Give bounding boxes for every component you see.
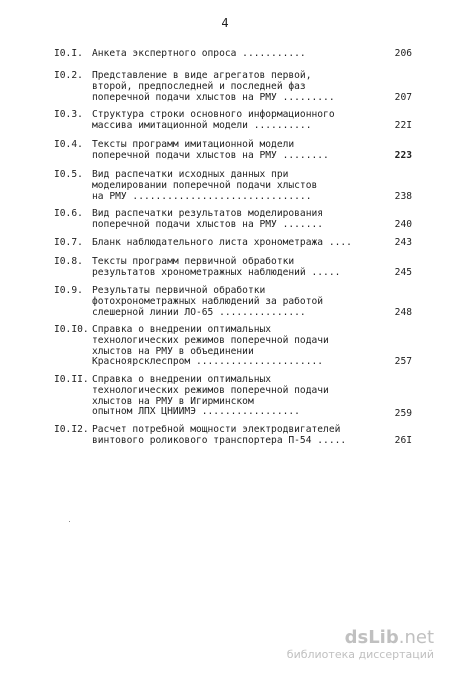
- toc-entry-number: I0.5.: [54, 169, 83, 180]
- toc-entry-number: I0.2.: [54, 70, 83, 81]
- toc-entry-title-line: винтового роликового транспортера П-54 .....: [92, 434, 347, 446]
- toc-entry-page: 238: [394, 190, 412, 202]
- toc-entry-title: [92, 110, 380, 132]
- toc-entry-title: [92, 257, 380, 279]
- toc-entry-title: [92, 209, 380, 231]
- toc-entry-page: 223: [394, 149, 412, 161]
- toc-entry: [54, 425, 412, 447]
- toc-entry-title-line: второй, предпоследней и последней фаз: [92, 80, 306, 92]
- watermark-caption: библиотека диссертаций: [286, 648, 434, 661]
- toc-entry: [54, 140, 412, 162]
- toc-entry-title-line: Тексты программ первичной обработки: [92, 256, 295, 267]
- toc-entry-page: 257: [394, 356, 412, 368]
- toc-entry-number: I0.I2.: [54, 424, 89, 435]
- toc-entry-title: [92, 425, 380, 447]
- toc-entry-title-line: Справка о внедрении оптимальных: [92, 374, 272, 385]
- toc-entry: [54, 238, 412, 249]
- toc-entry-title-line: фотохронометражных наблюдений за работой: [92, 295, 324, 307]
- toc-entry-title-line: Тексты программ имитационной модели: [92, 139, 295, 150]
- toc-entry-page: 206: [394, 48, 412, 59]
- toc-entry: [54, 209, 412, 231]
- toc-entry-title: [92, 325, 380, 368]
- toc-entry-number: I0.II.: [54, 374, 89, 385]
- page-number: 4: [221, 16, 229, 30]
- toc-entry-title: [92, 140, 380, 162]
- toc-entry-title-line: технологических режимов поперечной подачи: [92, 384, 329, 396]
- toc-entry-title: [92, 286, 380, 318]
- toc-entry-page: 207: [394, 91, 412, 103]
- toc-entry: [54, 71, 412, 103]
- toc-entry-page: 245: [394, 266, 412, 278]
- toc-entry: [54, 110, 412, 132]
- toc-entry-number: I0.6.: [54, 208, 83, 219]
- toc-entry-page: 240: [394, 218, 412, 230]
- watermark-logo-light: .net: [398, 627, 434, 648]
- toc-entry: [54, 375, 412, 418]
- toc-entry-page: 248: [394, 306, 412, 318]
- toc-entry-page: 243: [394, 237, 412, 248]
- toc-entry-number: I0.I0.: [54, 324, 89, 335]
- toc-entry-page: 22I: [394, 119, 412, 131]
- toc-entry-title-line: Анкета экспертного опроса ...........: [92, 48, 306, 59]
- toc-entry-number: I0.8.: [54, 256, 83, 267]
- toc-entry-title: [92, 375, 380, 418]
- toc-entry: [54, 286, 412, 318]
- toc-entry-number: I0.4.: [54, 139, 83, 150]
- toc-entry-title: [92, 49, 380, 60]
- scan-speck: [69, 521, 70, 522]
- toc-entry-title-line: хлыстов на РМУ в объединении: [92, 345, 254, 357]
- toc-entry-title-line: Красноярсклеспром ......................: [92, 356, 324, 368]
- toc-entry-page: 26I: [394, 434, 412, 446]
- toc-entry-title-line: поперечной подачи хлыстов на РМУ .........: [92, 91, 335, 103]
- watermark-logo-dark: dsLib: [344, 627, 399, 648]
- toc-entry-title-line: опытном ЛПХ ЦНИИМЭ .................: [92, 406, 300, 418]
- toc-entry-title-line: Вид распечатки исходных данных при: [92, 169, 289, 180]
- toc-entry-title-line: на РМУ ...............................: [92, 190, 312, 202]
- watermark-logo: [287, 628, 434, 648]
- toc-entry-number: I0.7.: [54, 237, 83, 248]
- toc-entry-title-line: Структура строки основного информационного: [92, 109, 335, 120]
- toc-entry-title: [92, 170, 380, 202]
- toc-entry-title-line: слешерной линии ЛО-65 ...............: [92, 306, 306, 318]
- toc-entry-title: [92, 238, 380, 249]
- toc-entry-title-line: Справка о внедрении оптимальных: [92, 324, 272, 335]
- toc-entry-page: 259: [394, 408, 412, 420]
- toc-entry: [54, 170, 412, 202]
- toc-entry-title-line: массива имитационной модели ..........: [92, 119, 312, 131]
- toc-entry-title-line: поперечной подачи хлыстов на РМУ .......: [92, 218, 324, 230]
- toc-entry-title-line: Бланк наблюдательного листа хронометража ....: [92, 237, 352, 248]
- toc-entry-title: [92, 71, 380, 103]
- toc-entry-title-line: Результаты первичной обработки: [92, 285, 266, 296]
- toc-entry-title-line: хлыстов на РМУ в Игирминском: [92, 395, 254, 407]
- toc-entry-title-line: моделировании поперечной подачи хлыстов: [92, 179, 318, 191]
- toc-entry-number: I0.3.: [54, 109, 83, 120]
- toc-entry: [54, 49, 412, 60]
- toc-entry-title-line: Вид распечатки результатов моделирования: [92, 208, 324, 219]
- toc-entry-title-line: технологических режимов поперечной подачи: [92, 334, 329, 346]
- toc-entry: [54, 257, 412, 279]
- toc-entry: [54, 325, 412, 368]
- toc-entry-title-line: результатов хронометражных наблюдений .....: [92, 266, 341, 278]
- toc-entry-number: I0.I.: [54, 48, 83, 59]
- toc-entry-number: I0.9.: [54, 285, 83, 296]
- toc-entry-title-line: поперечной подачи хлыстов на РМУ ........: [92, 149, 329, 161]
- watermark: [287, 628, 434, 662]
- toc-entry-title-line: Расчет потребной мощности электродвигателей: [92, 424, 341, 435]
- toc-entry-title-line: Представление в виде агрегатов первой,: [92, 70, 312, 81]
